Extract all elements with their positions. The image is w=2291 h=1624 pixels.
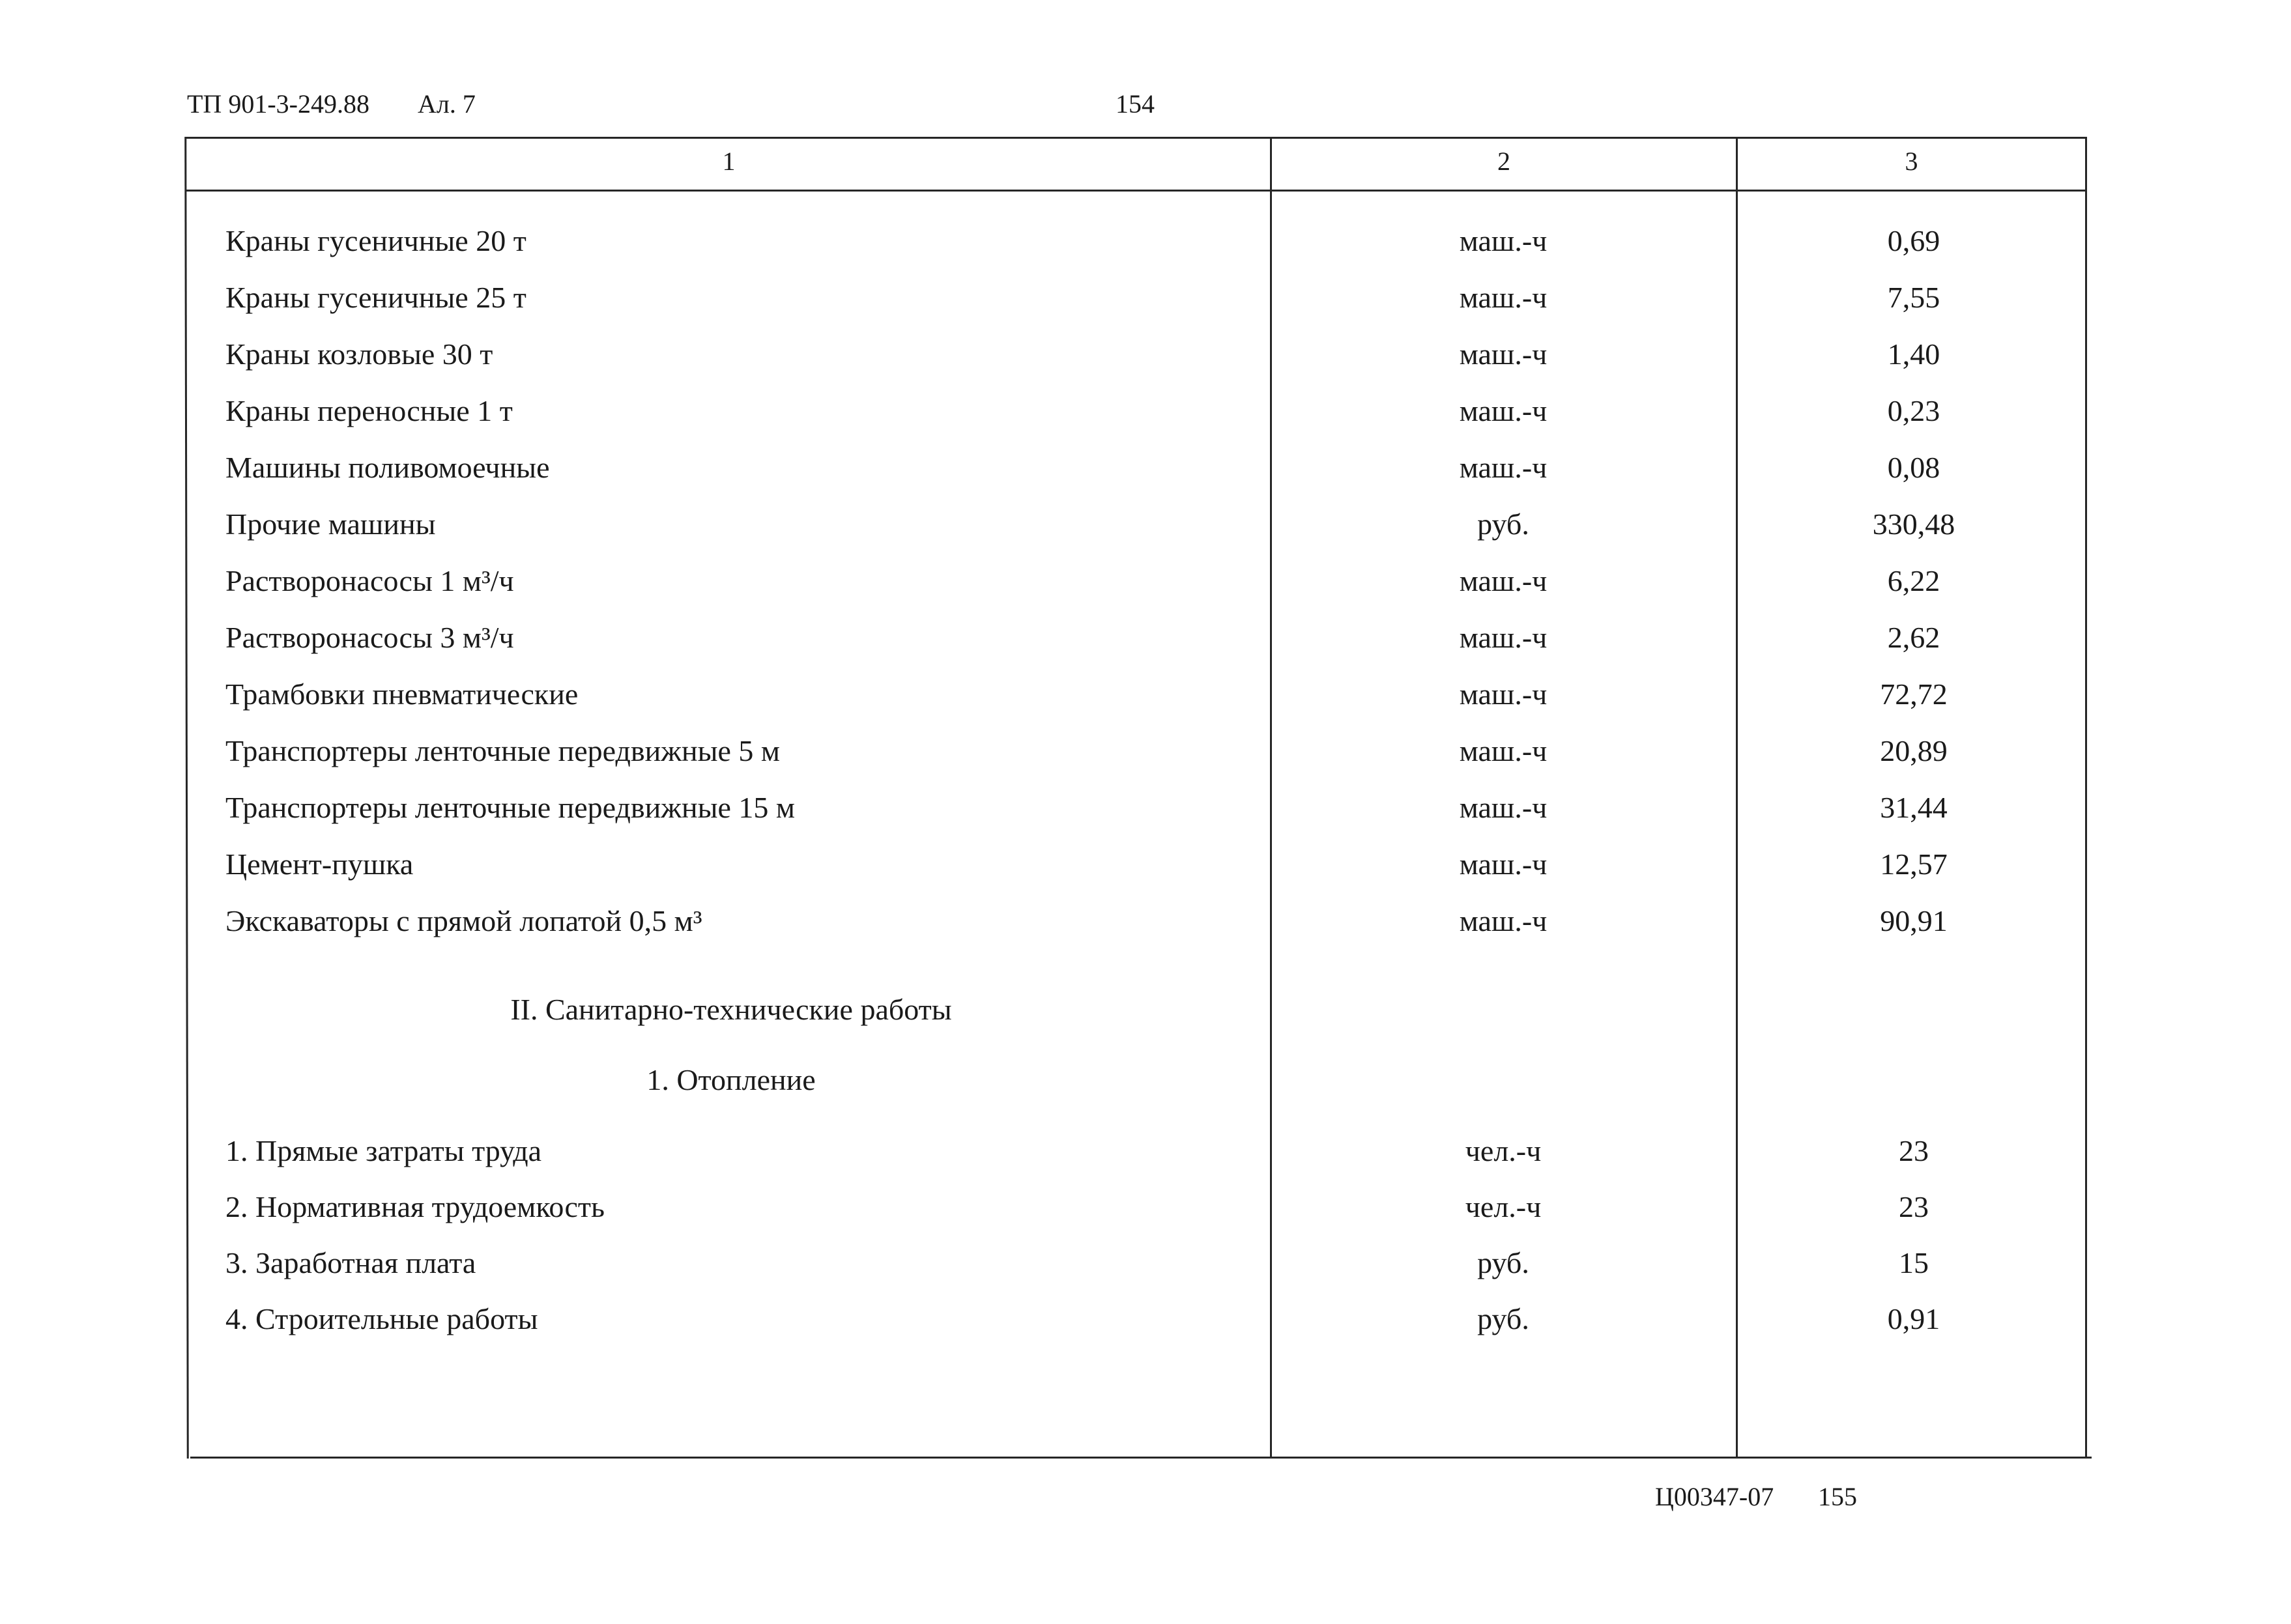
row-unit: маш.-ч xyxy=(1459,621,1548,654)
row-unit: маш.-ч xyxy=(1459,734,1548,767)
row-unit: маш.-ч xyxy=(1459,451,1548,484)
table-bottom-border xyxy=(190,1457,2092,1459)
row-value: 0,23 xyxy=(1887,394,1940,427)
row-name: Краны переносные 1 т xyxy=(225,394,513,427)
row-name: Машины поливомоечные xyxy=(225,451,550,484)
row-value: 20,89 xyxy=(1880,734,1948,767)
table-row xyxy=(0,668,2291,720)
row-unit: маш.-ч xyxy=(1459,224,1548,257)
row-name: Растворонасосы 1 м³/ч xyxy=(225,564,514,597)
row-unit: маш.-ч xyxy=(1459,677,1548,711)
table-row xyxy=(0,272,2291,324)
table-top-border xyxy=(186,137,2087,139)
row-name: Трамбовки пневматические xyxy=(225,677,579,711)
table-row xyxy=(0,442,2291,494)
column-number-2: 2 xyxy=(1497,147,1510,176)
row-unit: маш.-ч xyxy=(1459,904,1548,937)
row-value: 2,62 xyxy=(1887,621,1940,654)
table-row xyxy=(0,385,2291,437)
row-name: Транспортеры ленточные передвижные 5 м xyxy=(225,734,781,767)
table-row xyxy=(0,838,2291,890)
row-unit: руб. xyxy=(1477,507,1529,541)
row-name: 1. Прямые затраты труда xyxy=(225,1134,542,1167)
row-name: Транспортеры ленточные передвижные 15 м xyxy=(225,791,796,824)
row-value: 15 xyxy=(1899,1246,1929,1279)
row-unit: маш.-ч xyxy=(1459,394,1548,427)
table-row xyxy=(0,1181,2291,1233)
row-name: Растворонасосы 3 м³/ч xyxy=(225,621,514,654)
table-row xyxy=(0,1293,2291,1345)
row-name: 4. Строительные работы xyxy=(225,1302,538,1335)
row-unit: чел.-ч xyxy=(1465,1134,1542,1167)
table-row xyxy=(0,328,2291,380)
table-row xyxy=(0,725,2291,777)
row-value: 0,69 xyxy=(1887,224,1940,257)
row-unit: руб. xyxy=(1477,1302,1529,1335)
table-header-divider xyxy=(186,190,2087,192)
row-value: 12,57 xyxy=(1880,848,1948,881)
row-unit: маш.-ч xyxy=(1459,564,1548,597)
row-unit: маш.-ч xyxy=(1459,848,1548,881)
row-unit: чел.-ч xyxy=(1465,1190,1542,1223)
row-value: 1,40 xyxy=(1887,337,1940,371)
footer-document-code: Ц00347-07 xyxy=(1655,1482,1774,1511)
footer-page-number: 155 xyxy=(1818,1482,1857,1511)
page-number: 154 xyxy=(1116,89,1155,119)
row-value: 90,91 xyxy=(1880,904,1948,937)
subsection-title: 1. Отопление xyxy=(646,1063,816,1096)
column-number-3: 3 xyxy=(1905,147,1918,176)
table-row xyxy=(0,1125,2291,1177)
row-name: Прочие машины xyxy=(225,507,436,541)
row-value: 7,55 xyxy=(1887,281,1940,314)
table-row xyxy=(0,895,2291,947)
column-number-1: 1 xyxy=(722,147,736,176)
table-row xyxy=(0,782,2291,834)
row-value: 72,72 xyxy=(1880,677,1948,711)
row-value: 0,91 xyxy=(1887,1302,1940,1335)
row-value: 330,48 xyxy=(1872,507,1955,541)
table-row xyxy=(0,1237,2291,1289)
row-value: 0,08 xyxy=(1887,451,1940,484)
row-value: 23 xyxy=(1899,1190,1929,1223)
row-value: 23 xyxy=(1899,1134,1929,1167)
document-code: ТП 901-3-249.88 xyxy=(187,89,369,119)
row-unit: маш.-ч xyxy=(1459,791,1548,824)
row-value: 31,44 xyxy=(1880,791,1948,824)
row-name: Краны гусеничные 25 т xyxy=(225,281,526,314)
table-row xyxy=(0,215,2291,267)
row-unit: маш.-ч xyxy=(1459,281,1548,314)
row-value: 6,22 xyxy=(1887,564,1940,597)
table-row xyxy=(0,498,2291,550)
table-row xyxy=(0,612,2291,664)
row-name: Краны гусеничные 20 т xyxy=(225,224,526,257)
row-unit: маш.-ч xyxy=(1459,337,1548,371)
row-name: 3. Заработная плата xyxy=(225,1246,476,1279)
row-name: Цемент-пушка xyxy=(225,848,414,881)
sheet-label: Ал. 7 xyxy=(418,89,476,119)
row-unit: руб. xyxy=(1477,1246,1529,1279)
row-name: 2. Нормативная трудоемкость xyxy=(225,1190,605,1223)
row-name: Экскаваторы с прямой лопатой 0,5 м³ xyxy=(225,904,702,937)
row-name: Краны козловые 30 т xyxy=(225,337,493,371)
section-title: II. Санитарно-технические работы xyxy=(510,993,952,1026)
table-row xyxy=(0,555,2291,607)
